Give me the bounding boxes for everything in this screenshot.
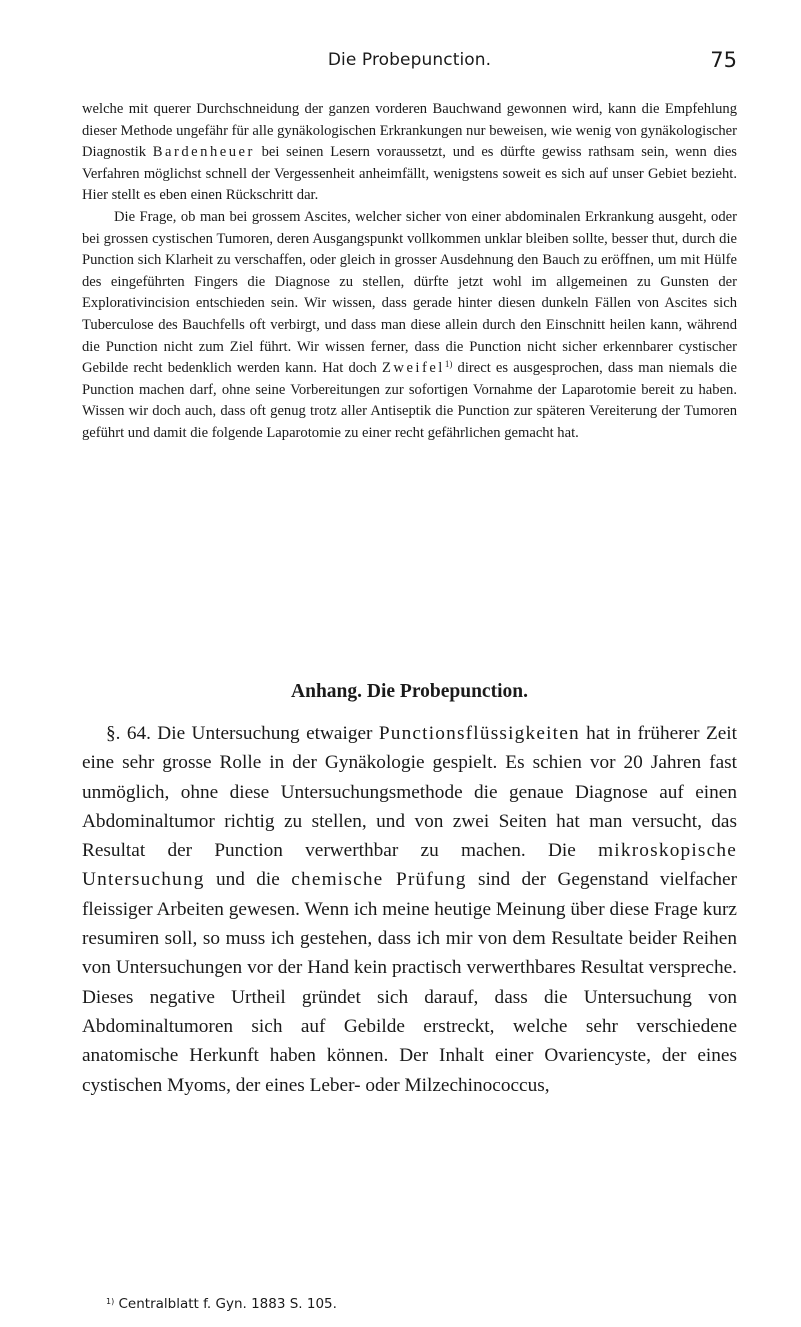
- paragraph-1: [82, 99, 737, 207]
- running-head: [82, 48, 737, 78]
- term-chemische-pruefung: chemische Prüfung: [291, 869, 467, 891]
- paragraph-64-c: und die: [204, 869, 292, 891]
- author-name-bardenheuer: Bardenheuer: [152, 144, 255, 161]
- footnote-mark: 1): [106, 1297, 115, 1306]
- paragraph-64-d: sind der Gegenstand vielfacher fleissiger Arbeiten gewesen. Wenn ich meine heutige Meinung über diese Frage kurz resumiren soll, so muss ich gestehen, dass ich mir von dem Resultate beider Reihen von Untersuchungen vor der Hand kein practisch verwerthbares Resultat verspreche. Dieses negative Urtheil gründet sich darauf, dass die Untersuchung von Abdominaltumoren sich auf Gebilde erstreckt, welche sehr verschiedene anatomische Herkunft haben können. Der Inhalt einer Ovariencyste, der eines cystischen Myoms, der eines Leber- oder Milzechinococcus,: [82, 869, 737, 1096]
- term-mikroskopische-untersuchung: mikroskopische Untersuchung: [82, 840, 737, 891]
- footnote: [82, 1295, 737, 1313]
- paragraph-2-text-a: Die Frage, ob man bei grossem Ascites, welcher sicher von einer abdominalen Erkrankung ausgeht, oder bei grossen cystischen Tumoren, deren Ausgangspunkt vollkommen unklar bleiben sollte, besser thut, durch die Punction sich Klarheit zu verschaffen, oder gleich in grosser Ausdehnung den Bauch zu eröffnen, um mit Hülfe des eingeführten Fingers die Diagnose zu stellen, dürfte jetzt wohl im allgemeinen zu Gunsten der Explorativincision entschieden sein. Wir wissen, dass gerade hinter diesen dunkeln Fällen von Ascites sich Tuberculose des Bauchfells oft verbirgt, und dass man diese allein durch den Einschnitt heilen kann, während die Punction nicht zum Ziel führt. Wir wissen ferner, dass die Punction nicht sicher erkennbarer cystischer Gebilde recht bedenklich werden kann. Hat doch: [82, 208, 737, 377]
- running-title: Die Probepunction.: [327, 50, 492, 70]
- footnote-reference: 1): [444, 359, 453, 370]
- term-punctionsfluessigkeiten: Punctionsflüssigkeiten: [378, 723, 580, 744]
- paragraph-1-text: welche mit querer Durchschneidung der ganzen vorderen Bauchwand gewonnen wird, kann die Empfehlung dieser Methode ungefähr für alle gynäkologischen Erkrankungen nur beweisen, wie wenig von gynäkologischer Diagnostik: [82, 101, 737, 161]
- paragraph-1-tail: bei seinen Lesern voraussetzt, und es dürfte gewiss rathsam sein, wenn dies Verfahren möglichst schnell der Vergessenheit anheimfällt, wenigstens soweit es sich auf unser Gebiet bezieht. Hier stellt es eben einen Rückschritt dar.: [82, 144, 737, 204]
- appendix-text-block: [82, 719, 737, 1100]
- author-name-zweifel: Zweifel: [381, 360, 445, 377]
- paragraph-2: [82, 207, 737, 445]
- page-number: 75: [710, 48, 737, 72]
- paragraph-64-b: hat in früherer Zeit eine sehr grosse Rolle in der Gynäkologie gespielt. Es schien vor 20 Jahren fast unmöglich, ohne diese Untersuchungsmethode die genaue Diagnose auf einen Abdominaltumor richtig zu stellen, und von zwei Seiten hat man versucht, das Resultat der Punction verwerthbar zu machen. Die: [82, 723, 737, 862]
- paragraph-2-text-b: direct es ausgesprochen, dass man niemals die Punction machen darf, ohne seine Vorbereitungen zur sofortigen Vornahme der Laparotomie bereit zu haben. Wissen wir doch auch, dass oft genug trotz aller Antiseptik die Punction zur späteren Vereiterung der Tumoren geführt und damit die folgende Laparotomie zu einer recht gefährlichen gemacht hat.: [82, 360, 737, 441]
- main-text-block: [82, 99, 737, 445]
- paragraph-64-a: §. 64. Die Untersuchung etwaiger: [106, 723, 379, 744]
- footnote-text: Centralblatt f. Gyn. 1883 S. 105.: [114, 1296, 337, 1312]
- paragraph-64: [82, 719, 737, 1100]
- section-heading: Anhang. Die Probepunction.: [291, 681, 528, 702]
